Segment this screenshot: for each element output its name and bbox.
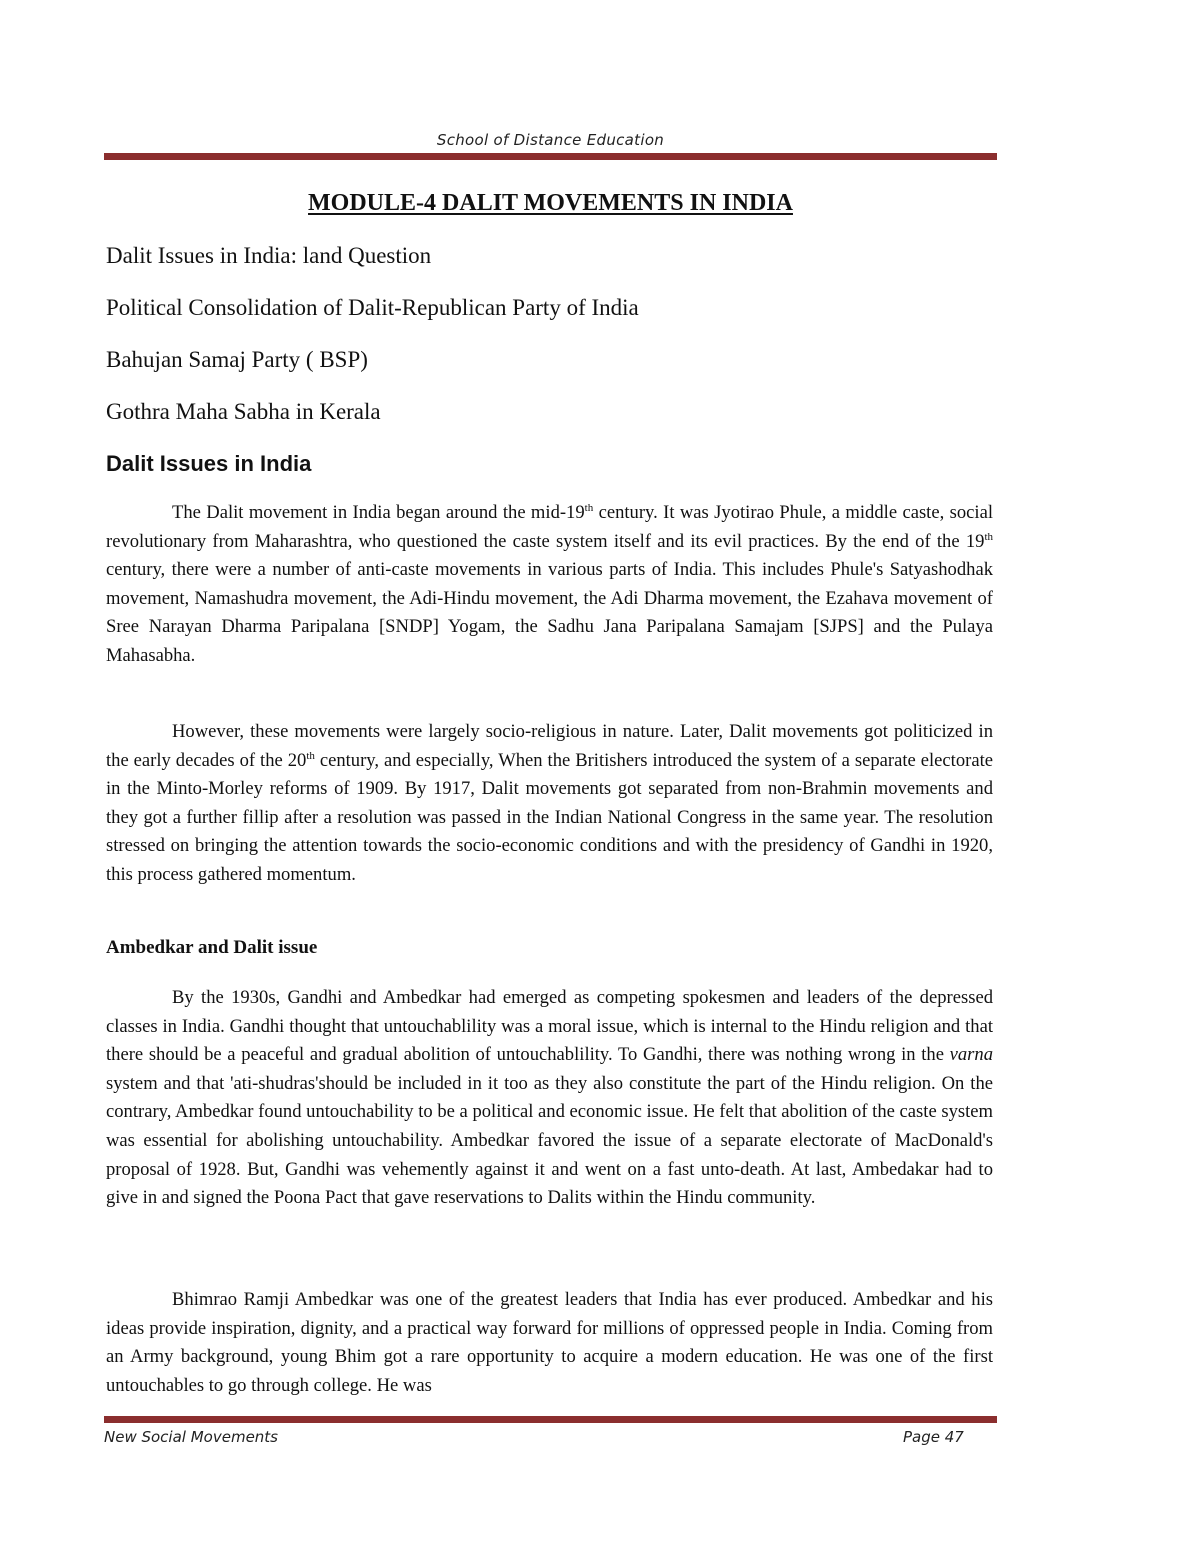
footer-page-number: Page 47 bbox=[903, 1428, 964, 1446]
text-run: By the 1930s, Gandhi and Ambedkar had emerged as competing spokesmen and leaders of the depressed classes in India. Gandhi thought that untouchablility was a moral issue, which is internal to the Hindu religion and that there should be a peaceful and gradual abolition of untouchablility. To Gandhi, there was nothing wrong in the bbox=[106, 987, 993, 1066]
text-run: century, and especially, When the Britishers introduced the system of a separate electorate in the Minto-Morley reforms of 1909. By 1917, Dalit movements got separated from non-Brahmin movements and they got a further fillip after a resolution was passed in the Indian National Congress in the same year. The resolution stressed on bringing the attention towards the socio-economic conditions and with the presidency of Gandhi in 1920, this process gathered momentum. bbox=[106, 749, 993, 885]
section-heading: Dalit Issues in India bbox=[106, 451, 312, 476]
page-header-institution: School of Distance Education bbox=[436, 131, 665, 149]
superscript: th bbox=[306, 749, 315, 762]
topic-item: Political Consolidation of Dalit-Republican Party of India bbox=[106, 295, 639, 320]
superscript: th bbox=[584, 501, 594, 514]
emphasis-text: varna bbox=[949, 1044, 993, 1066]
text-run: However, these movements were largely socio-religious in nature. Later, Dalit movements got politicized in the early decades of the 20 bbox=[106, 721, 993, 771]
topic-item: Dalit Issues in India: land Question bbox=[106, 243, 432, 268]
header-rule bbox=[104, 153, 997, 160]
paragraph-dalit-movement-origins bbox=[106, 499, 993, 671]
text-run: system and that 'ati-shudras'should be included in it too as they also constitute the part of the Hindu religion. On the contrary, Ambedkar found untouchability to be a political and economic issue. He felt that abolition of the caste system was essential for abolishing untouchability. Ambedkar favored the issue of a separate electorate of MacDonald's proposal of 1928. But, Gandhi was vehemently against it and went on a fast unto-death. At last, Ambedakar had to give in and signed the Poona Pact that gave reservations to Dalits within the Hindu community. bbox=[106, 1072, 993, 1209]
footer-rule bbox=[104, 1416, 997, 1423]
module-title: MODULE-4 DALIT MOVEMENTS IN INDIA bbox=[308, 190, 793, 216]
superscript: th bbox=[984, 530, 993, 543]
topic-item: Gothra Maha Sabha in Kerala bbox=[106, 399, 381, 424]
paragraph-politicization bbox=[106, 718, 993, 890]
paragraph-bhimrao-ambedkar: Bhimrao Ramji Ambedkar was one of the greatest leaders that India has ever produced. Ambedkar and his ideas provide inspiration, dignity, and a practical way forward for millions of oppressed people in India. Coming from an Army background, young Bhim got a rare opportunity to acquire a modern education. He was one of the first untouchables to go through college. He was bbox=[106, 1289, 993, 1396]
text-run: The Dalit movement in India began around the mid-19 bbox=[172, 502, 585, 523]
paragraph-gandhi-ambedkar bbox=[106, 984, 993, 1213]
topic-item: Bahujan Samaj Party ( BSP) bbox=[106, 347, 368, 372]
text-run: century, there were a number of anti-caste movements in various parts of India. This includes Phule's Satyashodhak movement, Namashudra movement, the Adi-Hindu movement, the Adi Dharma movement, the Ezahava movement of Sree Narayan Dharma Paripalana [SNDP] Yogam, the Sadhu Jana Paripalana Samajam [SJPS] and the Pulaya Mahasabha. bbox=[106, 559, 993, 666]
sub-heading: Ambedkar and Dalit issue bbox=[106, 937, 318, 958]
footer-course-name: New Social Movements bbox=[104, 1428, 278, 1446]
text-run: century. It was Jyotirao Phule, a middle caste, social revolutionary from Maharashtra, who questioned the caste system itself and its evil practices. By the end of the 19 bbox=[106, 502, 993, 552]
